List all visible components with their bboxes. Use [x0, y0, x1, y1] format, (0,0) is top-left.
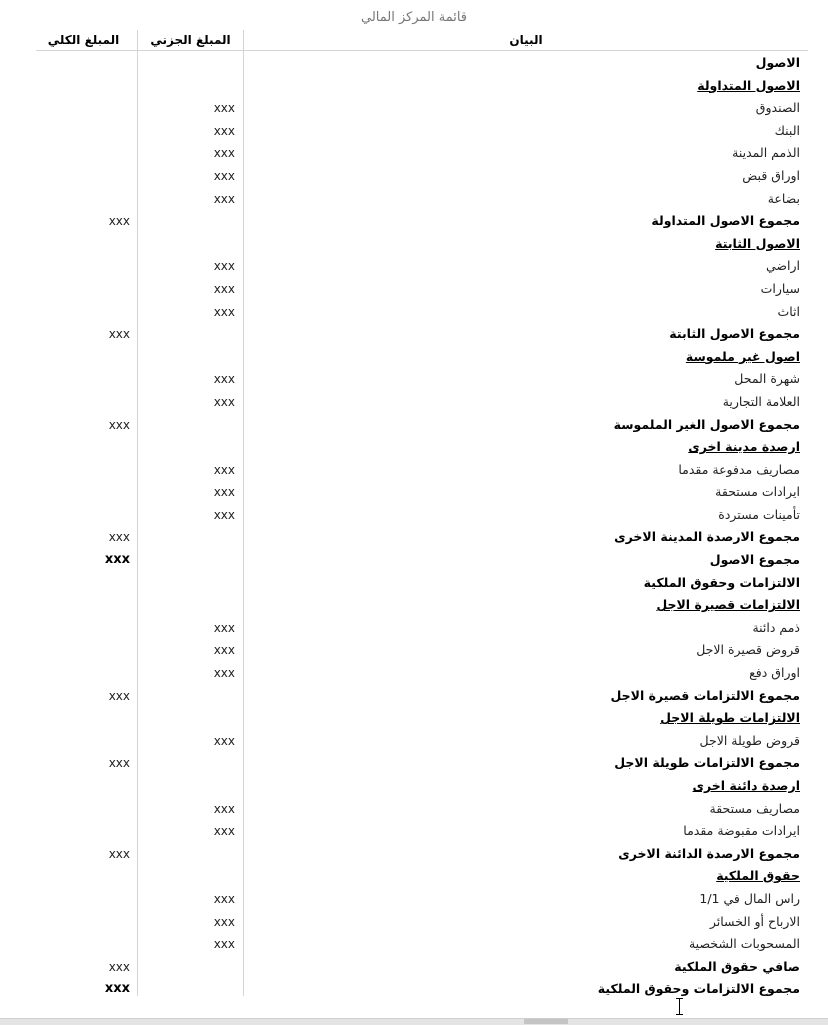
subtotal-row [0, 978, 828, 1001]
row-description: الاصول [755, 55, 800, 70]
row-description: قروض طويلة الاجل [699, 732, 800, 748]
table-row [0, 933, 828, 956]
partial-amount: xxx [213, 101, 235, 116]
row-description: شهرة المحل [734, 371, 800, 387]
table-row [0, 481, 828, 504]
table-row [0, 617, 828, 640]
scrollbar-thumb[interactable] [524, 1019, 568, 1024]
table-row [0, 368, 828, 391]
table-row [0, 911, 828, 934]
table-row [0, 120, 828, 143]
total-amount: xxx [108, 327, 130, 342]
row-description: مجموع الالتزامات قصيرة الاجل [610, 687, 800, 703]
row-description: مجموع الاصول [709, 552, 800, 568]
row-description: مصاريف مدفوعة مقدما [678, 461, 800, 477]
subtotal-row [0, 52, 828, 75]
row-description: ارصدة مدينة اخرى [688, 439, 800, 455]
subtotal-row [0, 526, 828, 549]
partial-amount: xxx [213, 462, 235, 477]
row-description: الاصول المتداولة [697, 77, 800, 93]
section-heading-row [0, 775, 828, 798]
table-row [0, 301, 828, 324]
partial-amount: xxx [213, 914, 235, 929]
partial-amount-column-header: المبلغ الجزني [150, 33, 231, 47]
total-amount: xxx [108, 214, 130, 229]
partial-amount: xxx [213, 259, 235, 274]
row-description: اراضي [765, 258, 800, 274]
row-description: مجموع الارصدة الدائنة الاخرى [618, 845, 800, 861]
row-description: مجموع الالتزامات طويلة الاجل [614, 755, 800, 771]
row-description: العلامة التجارية [722, 393, 800, 409]
row-description: مجموع الاصول المتداولة [651, 213, 800, 229]
row-description: مصاريف مستحقة [709, 800, 800, 816]
partial-amount: xxx [213, 824, 235, 839]
row-description: بضاعة [767, 190, 800, 206]
subtotal-row [0, 685, 828, 708]
subtotal-row [0, 323, 828, 346]
subtotal-row [0, 843, 828, 866]
subtotal-row [0, 752, 828, 775]
partial-amount: xxx [213, 620, 235, 635]
table-row [0, 165, 828, 188]
row-description: مجموع الاصول الغير الملموسة [613, 416, 800, 432]
subtotal-row [0, 414, 828, 437]
partial-amount: xxx [213, 891, 235, 906]
header-divider [36, 50, 808, 51]
row-description: راس المال في 1/1 [699, 890, 800, 906]
row-description: ايرادات مستحقة [715, 484, 800, 500]
partial-amount: xxx [213, 643, 235, 658]
total-amount: xxx [104, 981, 130, 997]
row-description: الالتزامات طويلة الاجل [660, 710, 800, 726]
row-description: المسحوبات الشخصية [688, 936, 800, 952]
row-description: الذمم المدينة [732, 145, 800, 161]
partial-amount: xxx [213, 507, 235, 522]
description-column-header: البيان [509, 33, 543, 47]
partial-amount: xxx [213, 937, 235, 952]
partial-amount: xxx [213, 281, 235, 296]
partial-amount: xxx [213, 123, 235, 138]
table-row [0, 459, 828, 482]
row-description: اثاث [777, 303, 800, 319]
row-description: تأمينات مستردة [718, 506, 800, 522]
table-row [0, 391, 828, 414]
row-description: سيارات [760, 280, 800, 296]
table-row [0, 888, 828, 911]
row-description: ايرادات مقبوضة مقدما [683, 823, 800, 839]
total-amount-column-header: المبلغ الكلي [47, 33, 120, 47]
row-description: الارباح أو الخسائر [709, 913, 800, 929]
statement-title: قائمة المركز المالي [360, 10, 467, 25]
total-amount: xxx [108, 417, 130, 432]
row-description: اصول غير ملموسة [685, 348, 800, 364]
total-amount: xxx [108, 959, 130, 974]
table-row [0, 820, 828, 843]
subtotal-row [0, 572, 828, 595]
total-amount: xxx [108, 688, 130, 703]
row-description: اوراق دفع [749, 665, 800, 681]
table-row [0, 730, 828, 753]
row-description: ذمم دائنة [752, 619, 800, 635]
row-description: الصندوق [755, 100, 800, 116]
partial-amount: xxx [213, 394, 235, 409]
row-description: حقوق الملكية [716, 868, 800, 884]
section-heading-row [0, 233, 828, 256]
row-description: صافي حقوق الملكية [674, 958, 800, 974]
total-amount: xxx [104, 552, 130, 568]
table-row [0, 504, 828, 527]
table-row [0, 97, 828, 120]
section-heading-row [0, 75, 828, 98]
partial-amount: xxx [213, 372, 235, 387]
row-description: مجموع الالتزامات وحقوق الملكية [597, 981, 800, 997]
subtotal-row [0, 549, 828, 572]
section-heading-row [0, 436, 828, 459]
row-description: قروض قصيرة الاجل [696, 642, 800, 658]
partial-amount: xxx [213, 146, 235, 161]
partial-amount: xxx [213, 666, 235, 681]
table-row [0, 255, 828, 278]
total-amount: xxx [108, 846, 130, 861]
statement-table-body [0, 52, 828, 1001]
section-heading-row [0, 865, 828, 888]
table-row [0, 278, 828, 301]
section-heading-row [0, 594, 828, 617]
section-heading-row [0, 707, 828, 730]
row-description: ارصدة دائنة اخرى [692, 778, 800, 793]
partial-amount: xxx [213, 191, 235, 206]
table-row [0, 798, 828, 821]
text-cursor-icon [679, 998, 680, 1015]
partial-amount: xxx [213, 304, 235, 319]
row-description: اوراق قبض [742, 167, 800, 183]
partial-amount: xxx [213, 733, 235, 748]
partial-amount: xxx [213, 801, 235, 816]
partial-amount: xxx [213, 168, 235, 183]
table-row [0, 662, 828, 685]
row-description: مجموع الارصدة المدينة الاخرى [614, 529, 800, 545]
section-heading-row [0, 346, 828, 369]
table-row [0, 188, 828, 211]
partial-amount: xxx [213, 485, 235, 500]
table-row [0, 639, 828, 662]
subtotal-row [0, 210, 828, 233]
total-amount: xxx [108, 530, 130, 545]
row-description: الالتزامات وحقوق الملكية [643, 574, 800, 590]
row-description: الالتزامات قصيرة الاجل [656, 597, 800, 613]
total-amount: xxx [108, 756, 130, 771]
row-description: مجموع الاصول الثابتة [669, 326, 800, 342]
subtotal-row [0, 956, 828, 979]
row-description: الاصول الثابتة [715, 235, 800, 251]
table-row [0, 142, 828, 165]
row-description: البنك [774, 122, 800, 138]
